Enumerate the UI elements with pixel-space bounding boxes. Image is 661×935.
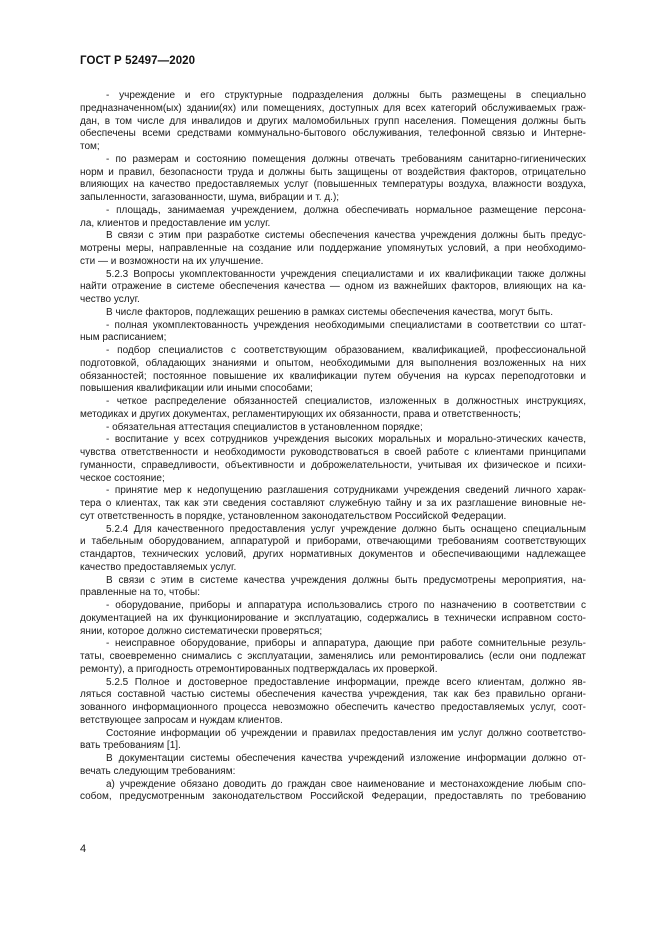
text-line: ла, клиентов и предоставление им услуг. (80, 217, 271, 229)
text-line: ремонту), а пригодность отремонтированных подтверждалась их проверкой. (80, 663, 438, 675)
text-line: стандартов, технических условий, других нормативных документов и обеспечивающими надлежащее (80, 549, 586, 560)
text-line: зованного информационного процесса невозможно обеспечить качество предоставляемых услуг, соот- (80, 702, 586, 713)
text-line: В связи с этим в системе качества учреждения должны быть предусмотрены мероприятия, на- (106, 574, 586, 586)
text-line: ным расписанием; (80, 332, 167, 344)
text-line: гуманности, справедливости, объективности и доброжелательности, учитывая их физическое и психи- (80, 459, 586, 471)
text-line: 5.2.5 Полное и достоверное предоставление информации, прежде всего клиентам, должно яв- (106, 676, 586, 688)
text-line: - полная укомплектованность учреждения необходимыми специалистами в соответствии со штат- (106, 319, 586, 331)
text-line: - обязательная аттестация специалистов в установленном порядке; (106, 421, 423, 433)
text-line: предназначенном(ых) здании(ях) или помещениях, доступных для всех категорий обслуживаемых граж- (80, 102, 586, 114)
text-line: том; (80, 141, 100, 152)
text-line: 5.2.3 Вопросы укомплектованности учреждения специалистами и их квалификации также должны (106, 268, 586, 280)
text-line: В числе факторов, подлежащих решению в рамках системы обеспечения качества, могут быть. (106, 306, 553, 318)
text-line: ляться составной частью системы обеспечения качества учреждения, так как без правильно органи- (80, 689, 586, 701)
text-line: янии, которое должно систематически проверяться; (80, 625, 323, 637)
text-line: документацией на их функционирование и эксплуатацию, содержались в технически исправном состо- (80, 612, 586, 624)
text-line: ческое состояние; (80, 472, 165, 484)
text-line: - подбор специалистов с соответствующим образованием, квалификацией, профессиональной (106, 345, 586, 356)
text-line: чество услуг. (80, 294, 140, 305)
text-line: ветствующее запросам и нуждам клиентов. (80, 714, 283, 726)
text-line: а) учреждение обязано доводить до граждан свое наименование и местонахождение любым спо- (106, 778, 586, 790)
text-line: сти — и возможности на их улучшение. (80, 255, 264, 267)
text-line: - учреждение и его структурные подразделения должны быть размещены в специально (106, 90, 586, 101)
text-line: норм и правил, безопасности труда и должны быть защищены от воздействия факторов, отрицательно (80, 166, 586, 178)
text-line: сут ответственность в порядке, установленном законодательством Российской Федерации. (80, 510, 507, 522)
text-line: В связи с этим при разработке системы обеспечения качества учреждения должны быть предус- (106, 230, 586, 242)
text-line: - четкое распределение обязанностей специалистов, изложенных в должностных инструкциях, (106, 396, 586, 407)
text-line: дан, в том числе для инвалидов и других маломобильных групп населения. Помещения должны быть (80, 115, 586, 127)
text-line: качество предоставляемых услуг. (80, 561, 237, 573)
text-line: 5.2.4 Для качественного предоставления услуг учреждение должно быть оснащено специальным (106, 523, 586, 535)
text-line: запыленности, загазованности, шума, вибрации и т. д.); (80, 192, 340, 203)
document-body (80, 90, 586, 804)
text-line: повышения квалификации или иными способами; (80, 383, 313, 395)
text-line: подготовкой, обладающих знаниями и опытом, необходимыми для выполнения возложенных на них (80, 357, 586, 369)
text-line: мотрены меры, направленные на создание или поддержание упомянутых условий, а при необходимо- (80, 243, 586, 254)
text-line: обязанностей; постоянное повышение их квалификации путем обучения на курсах переподготовки и (80, 370, 586, 382)
text-line: чувства ответственности и необходимости руководствоваться в своей работе с клиентами принципами (80, 447, 586, 458)
text-line: собом, предусмотренным законодательством Российской Федерации, предоставлять по требованию (80, 791, 586, 803)
text-line: - оборудование, приборы и аппаратура использовались строго по назначению в соответствии с (106, 600, 586, 611)
text-line: - по размерам и состоянию помещения должны отвечать требованиям санитарно-гигиенических (106, 153, 586, 165)
text-line: - площадь, занимаемая учреждением, должна обеспечивать нормальное размещение персона- (106, 204, 586, 216)
standard-header: ГОСТ Р 52497—2020 (80, 55, 196, 67)
text-line: - неисправное оборудование, приборы и аппаратура, дающие при работе сомнительные резуль- (106, 638, 586, 650)
text-line: В документации системы обеспечения качества учреждений изложение информации должно от- (106, 753, 586, 764)
text-line: вечать следующим требованиям: (80, 765, 236, 777)
text-line: таты, своевременно снимались с эксплуатации, заменялись или ремонтировались (если они подлежат (80, 651, 586, 662)
text-line: Состояние информации об учреждении и правилах предоставления им услуг должно соответство- (106, 727, 586, 739)
text-line: - принятие мер к недопущению разглашения сотрудниками учреждения сведений личного харак- (106, 485, 586, 497)
text-line: правленные на то, чтобы: (80, 587, 200, 599)
text-line: влияющих на качество предоставляемых услуг (повышенных температуры воздуха, влажности воздуха, (80, 179, 586, 191)
text-line: - воспитание у всех сотрудников учреждения высоких моральных и морально-этических качеств, (106, 434, 586, 446)
text-line: тера о клиентах, так как эти сведения составляют служебную тайну и за их разглашение виновные не- (80, 498, 586, 509)
text-line: и табельным оборудованием, аппаратурой и приборами, отвечающими требованиям соответствующих (80, 536, 586, 548)
text-line: методиках и других документах, регламентирующих их обязанности, права и ответственность; (80, 408, 521, 420)
text-line: обеспечены всеми средствами коммунально-бытового обслуживания, телефонной связью и Интерне- (80, 128, 586, 140)
page-number: 4 (80, 843, 87, 855)
text-line: вать требованиям [1]. (80, 740, 181, 752)
text-line: найти отражение в системе обеспечения качества — одном из важнейших факторов, влияющих на ка- (80, 281, 586, 293)
